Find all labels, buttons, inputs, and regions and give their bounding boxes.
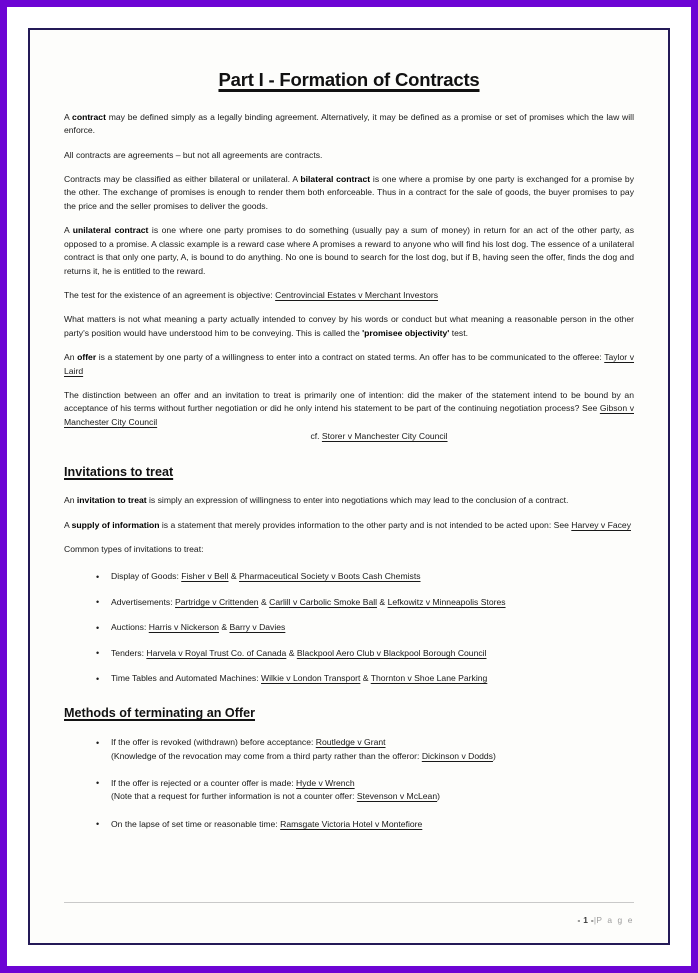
paragraph-objective-test <box>64 289 634 302</box>
list-item-separator: & <box>218 622 230 633</box>
page-title: Part I - Formation of Contracts <box>218 69 480 90</box>
heading-invitations-to-treat: Invitations to treat <box>64 464 174 479</box>
page-footer <box>578 915 634 925</box>
case-citation: Pharmaceutical Society v Boots Cash Chemists <box>239 571 421 582</box>
case-citation: Harvela v Royal Trust Co. of Canada <box>146 647 287 658</box>
case-citation: Fisher v Bell <box>181 571 229 582</box>
paragraph-cf-storer <box>64 430 634 443</box>
text-fragment: The test for the existence of an agreement is objective: <box>64 289 276 300</box>
case-citation: Harris v Nickerson <box>148 622 219 633</box>
document-body <box>30 30 668 943</box>
bold-term-invitation-to-treat: invitation to treat <box>76 495 147 506</box>
paragraph-contract-definition <box>64 111 634 138</box>
text-fragment: Contracts may be classified as either bilateral or unilateral. A <box>64 174 301 185</box>
text-fragment: test. <box>449 327 468 338</box>
text-fragment: A <box>64 111 73 122</box>
list-item <box>111 647 634 660</box>
case-citation: Thornton v Shoe Lane Parking <box>370 673 488 684</box>
list-item-label: Auctions: <box>111 622 149 633</box>
list-item <box>111 621 634 634</box>
footer-separator: | <box>593 915 597 925</box>
paragraph-offer-definition <box>64 351 634 378</box>
list-item <box>111 596 634 609</box>
case-citation: Barry v Davies <box>229 622 286 633</box>
text-fragment: What matters is not what meaning a party actually intended to convey by his words or conduct but what meaning a reasonable person in the other party's position would have understood him to be conveying. This is called the <box>64 314 634 338</box>
paragraph-supply-of-information <box>64 519 634 532</box>
text-fragment: is a statement that merely provides information to the other party and is not intended to be acted upon: See <box>159 519 572 530</box>
list-item-note <box>111 750 634 763</box>
list-item-label: Tenders: <box>111 647 147 658</box>
document-paper <box>28 28 670 945</box>
heading-methods-of-terminating-an-offer: Methods of terminating an Offer <box>64 706 256 721</box>
footer-divider <box>64 902 634 903</box>
list-item-separator: & <box>286 647 297 658</box>
list-item <box>111 672 634 685</box>
note-text: ) <box>492 750 496 761</box>
list-item-label: If the offer is rejected or a counter offer is made: <box>111 777 297 788</box>
list-item-label: Advertisements: <box>111 596 175 607</box>
list-item-label: Time Tables and Automated Machines: <box>111 673 261 684</box>
case-citation: Stevenson v McLean <box>356 791 438 802</box>
note-text: (Knowledge of the revocation may come from a third party rather than the offeror: <box>111 750 422 761</box>
case-citation: Hyde v Wrench <box>296 777 355 788</box>
case-citation: Partridge v Crittenden <box>175 596 259 607</box>
case-citation-harvey-v-facey: Harvey v Facey <box>571 519 631 530</box>
paragraph-promisee-objectivity <box>64 313 634 340</box>
bold-term-bilateral-contract: bilateral contract <box>300 174 371 185</box>
list-item-note <box>111 790 634 803</box>
list-item-separator: & <box>377 596 388 607</box>
case-citation: Dickinson v Dodds <box>421 750 493 761</box>
case-citation: Blackpool Aero Club v Blackpool Borough Council <box>296 647 487 658</box>
list-item-label: Display of Goods: <box>111 571 182 582</box>
text-fragment: The distinction between an offer and an invitation to treat is primarily one of intention: did the maker of the statement intend to be bound by an acceptance of his terms without further negotiation or did he only intend his statement to be part of the continuing negotiation process? See <box>64 389 634 414</box>
list-item-label: If the offer is revoked (withdrawn) before acceptance: <box>111 737 316 748</box>
paragraph-offer-vs-invitation <box>64 389 634 429</box>
case-citation: Wilkie v London Transport <box>261 673 361 684</box>
note-text: ) <box>437 791 440 802</box>
list-item <box>111 570 634 583</box>
text-fragment: is one where a promise by one party is exchanged for a promise by the other. The exchange of promises is enough to render them both enforceable. Thus in a contract for the sale of goods, the buyer promises to pay the price and the seller promises to deliver the goods. <box>64 174 634 211</box>
list-item-label: On the lapse of set time or reasonable time: <box>111 818 281 829</box>
footer-page-word: P a g e <box>596 915 634 925</box>
case-citation-taylor-v-laird: Taylor v Laird <box>64 352 635 376</box>
text-fragment: cf. <box>310 431 322 442</box>
text-fragment: is one where one party promises to do something (usually pay a sum of money) in return for an act of the other party, as opposed to a promise. A classic example is a reward case where A promises a reward to anyone who will find his lost dog. The essence of a unilateral contract is that only one party, A, is bound to do anything. No one is bound to search for the lost dog, but if B, having seen the offer, finds the dog and returns it, he is entitled to the reward. <box>64 225 634 276</box>
case-citation: Carlill v Carbolic Smoke Ball <box>269 596 378 607</box>
list-item-separator: & <box>228 571 240 582</box>
list-item <box>111 777 634 804</box>
text-fragment: is simply an expression of willingness to enter into negotiations which may lead to the conclusion of a contract. <box>146 495 569 506</box>
case-citation-storer: Storer v Manchester City Council <box>321 431 448 442</box>
list-item <box>111 818 634 831</box>
note-text: (Note that a request for further information is not a counter offer: <box>111 791 357 802</box>
text-fragment: An <box>64 495 77 506</box>
case-citation-gibson: Gibson v Manchester City Council <box>64 403 634 427</box>
case-citation: Lefkowitz v Minneapolis Stores <box>387 596 506 607</box>
bold-term-supply-of-information: supply of information <box>71 519 160 530</box>
list-item-separator: & <box>360 673 371 684</box>
page-frame-gutter <box>14 14 684 959</box>
invitation-types-list <box>64 570 634 685</box>
paragraph-common-types-intro: Common types of invitations to treat: <box>64 544 204 555</box>
paragraph-unilateral <box>64 224 634 278</box>
footer-page-number: - 1 - <box>577 915 594 925</box>
text-fragment: A <box>64 225 73 236</box>
text-fragment: A <box>64 519 72 530</box>
list-item <box>111 736 634 763</box>
case-citation: Routledge v Grant <box>315 737 386 748</box>
paragraph-bilateral <box>64 173 634 213</box>
bold-term-offer: offer <box>77 352 97 363</box>
bold-term-contract: contract <box>72 111 106 122</box>
text-fragment: An <box>64 352 78 363</box>
case-citation: Ramsgate Victoria Hotel v Montefiore <box>280 818 423 829</box>
text-fragment: may be defined simply as a legally binding agreement. Alternatively, it may be defined as a promise or set of promises which the law will enforce. <box>64 111 634 136</box>
termination-methods-list <box>64 736 634 831</box>
paragraph-agreements: All contracts are agreements – but not all agreements are contracts. <box>64 149 323 160</box>
bold-term-promisee-objectivity: 'promisee objectivity' <box>362 327 450 338</box>
list-item-separator: & <box>258 596 270 607</box>
case-citation-centrovincial: Centrovincial Estates v Merchant Investors <box>275 289 439 300</box>
text-fragment: is a statement by one party of a willingness to enter into a contract on stated terms. An offer has to be communicated to the offeree: <box>96 352 605 363</box>
bold-term-unilateral-contract: unilateral contract <box>72 225 149 236</box>
paragraph-invitation-definition <box>64 494 634 507</box>
